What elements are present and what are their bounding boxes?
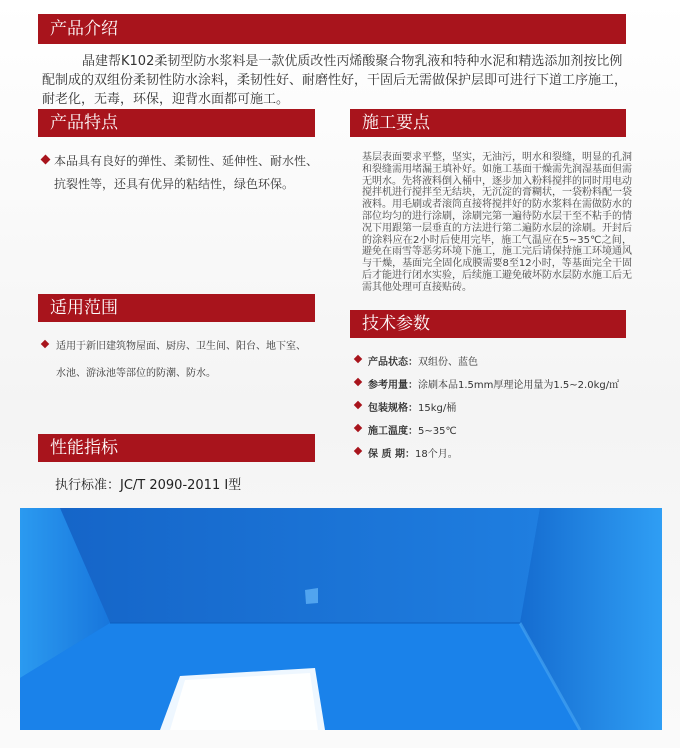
- features-bullet-icon: [41, 155, 51, 165]
- intro-text: 晶建帮K102柔韧型防水浆料是一款优质改性丙烯酸聚合物乳液和特种水泥和精选添加剂按比例配制成的双组份柔韧性防水涂料，柔韧性好、耐磨性好，干固后无需做保护层即可进行下道工序施工，耐老化，无毒，环保，迎背水面都可施工。: [42, 54, 628, 107]
- scope-bullet-icon: [41, 340, 49, 348]
- features-line-2: 抗裂性等，还具有优异的粘结性，绿色环保。: [54, 177, 295, 191]
- performance-standard: 执行标准：JC/T 2090-2011 Ⅰ型: [55, 478, 242, 493]
- waterproof-pool-photo: [20, 508, 662, 730]
- param-value: 5~35℃: [418, 426, 457, 437]
- param-key: 保 质 期：: [368, 449, 415, 460]
- param-value: 18个月。: [414, 449, 458, 460]
- params-title-bar: [350, 310, 626, 338]
- param-key: 包装规格：: [368, 403, 418, 414]
- scope-title-bar: [38, 294, 315, 322]
- param-key: 施工温度：: [368, 426, 418, 437]
- param-bullet-icon: [354, 424, 362, 432]
- param-row: [368, 376, 619, 391]
- param-value: 双组份、蓝色: [418, 357, 478, 368]
- param-key: 参考用量：: [368, 380, 418, 391]
- param-row: [368, 399, 456, 414]
- param-value: 涂刷本品1.5mm厚理论用量为1.5~2.0kg/㎡: [418, 380, 620, 391]
- intro-title-bar: [38, 14, 626, 44]
- performance-title-bar: [38, 434, 315, 462]
- param-row: [368, 445, 458, 460]
- construction-text: 基层表面要求平整，坚实，无油污，明水和裂缝，明显的孔洞和裂缝需用堵漏王填补好。如施工基面干燥需先润湿基面但需无明水。先将液料倒入桶中，逐步加入粉料搅拌的同时用电动搅拌机进行搅拌至无结块，无沉淀的膏糊状，一袋粉料配一袋液料。用毛刷或者滚筒直接将搅拌好的防水浆料在需做防水的部位均匀的进行涂刷，涂刷完第一遍待防水层干至不粘手的情况下用跟第一层垂直的方法进行第二遍防水层的涂刷。开封后的涂料应在2小时后使用完毕，施工气温应在5~35℃之间，避免在雨雪等恶劣环境下施工，施工完后请保持施工环境通风与干燥，基面完全固化成膜需要8至12小时，等基面完全干固后才能进行闭水实验，后续施工避免破坏防水层防水施工后无需其他处理可直接贴砖。: [362, 152, 632, 293]
- param-bullet-icon: [354, 355, 362, 363]
- construction-title: 施工要点: [362, 113, 430, 133]
- performance-title: 性能指标: [50, 438, 118, 458]
- param-row: [368, 353, 478, 368]
- features-title-bar: [38, 109, 315, 137]
- param-key: 产品状态：: [368, 357, 418, 368]
- param-row: [368, 422, 457, 437]
- param-bullet-icon: [354, 401, 362, 409]
- scope-line-1: 适用于新旧建筑物屋面、厨房、卫生间、阳台、地下室、: [56, 341, 306, 352]
- scope-title: 适用范围: [50, 298, 118, 318]
- intro-title: 产品介绍: [50, 19, 118, 39]
- param-value: 15kg/桶: [418, 403, 457, 414]
- param-bullet-icon: [354, 447, 362, 455]
- scope-line-2: 水池、游泳池等部位的防潮、防水。: [56, 368, 216, 379]
- features-line-1: 本品具有良好的弹性、柔韧性、延伸性、耐水性、: [54, 154, 319, 168]
- features-title: 产品特点: [50, 113, 118, 133]
- params-title: 技术参数: [362, 314, 430, 334]
- param-bullet-icon: [354, 378, 362, 386]
- construction-title-bar: [350, 109, 626, 137]
